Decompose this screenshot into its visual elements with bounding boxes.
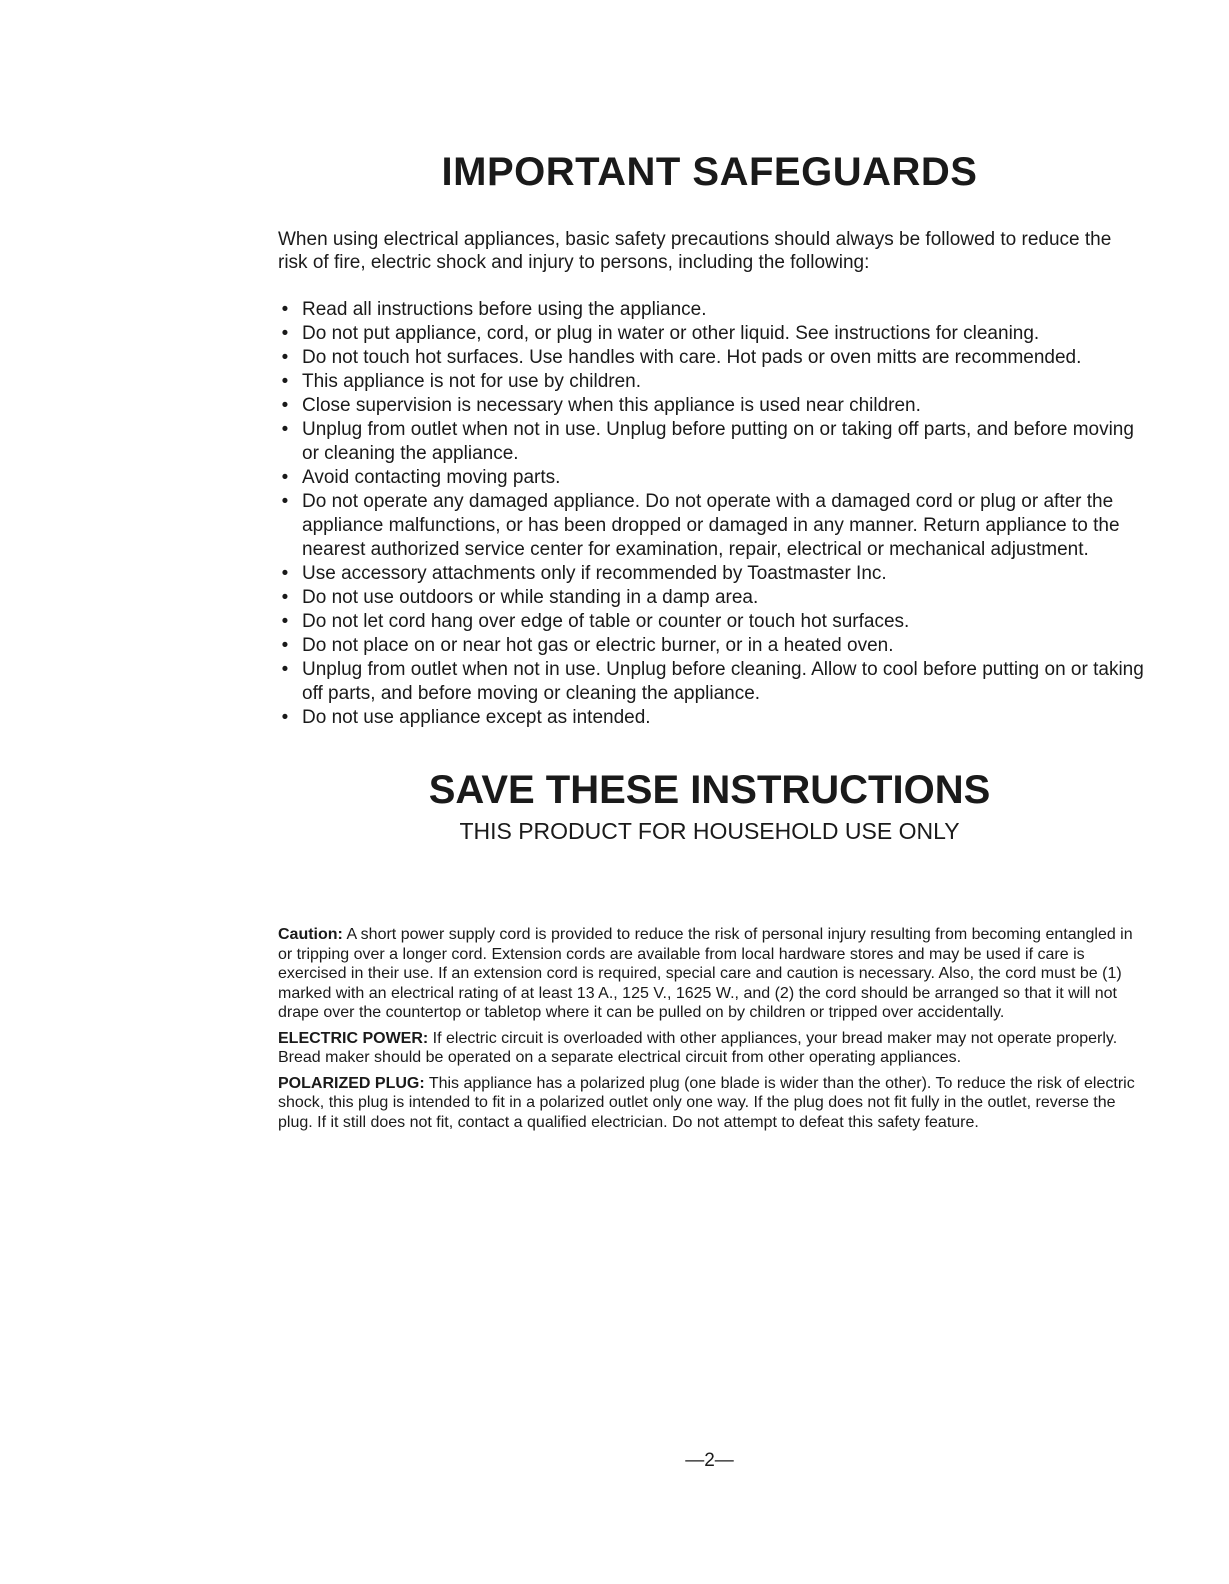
note-text: This appliance has a polarized plug (one blade is wider than the other). To reduce the risk of electric shock, this plug is intended to fit in a polarized outlet only one way. If the plug does not fit fully in the outlet, reverse the plug. If it still does not fit, contact a qualified electrician. Do not attempt to defeat this safety feature. (278, 1074, 1135, 1131)
list-item-text: Use accessory attachments only if recommended by Toastmaster Inc. (302, 563, 887, 584)
bullet-icon: • (281, 635, 289, 656)
list-item (278, 658, 1144, 706)
household-use-subheading: THIS PRODUCT FOR HOUSEHOLD USE ONLY (459, 818, 960, 844)
list-item-text: Do not use outdoors or while standing in a damp area. (302, 587, 759, 608)
list-item (278, 706, 1144, 730)
bullet-icon: • (281, 659, 289, 680)
list-item-text: Unplug from outlet when not in use. Unplug before putting on or taking off parts, and before moving or cleaning the appliance. (302, 419, 1134, 464)
bullet-icon: • (281, 323, 289, 344)
note-lead: Caution: (278, 926, 343, 943)
list-item (278, 466, 1144, 490)
list-item (278, 346, 1144, 370)
intro-paragraph: When using electrical appliances, basic safety precautions should always be followed to reduce the risk of fire, electric shock and injury to persons, including the following: (278, 229, 1112, 273)
bullet-icon: • (281, 563, 289, 584)
list-item (278, 394, 1144, 418)
notes-section (278, 925, 1144, 1138)
bullet-icon: • (281, 347, 289, 368)
list-item-text: Close supervision is necessary when this appliance is used near children. (302, 395, 921, 416)
list-item (278, 634, 1144, 658)
polarized-plug-note (278, 1074, 1144, 1133)
list-item-text: Do not let cord hang over edge of table or counter or touch hot surfaces. (302, 611, 910, 632)
page-number: —2— (685, 1450, 734, 1471)
list-item (278, 490, 1144, 562)
bullet-icon: • (281, 707, 289, 728)
list-item-text: Avoid contacting moving parts. (302, 467, 561, 488)
note-lead: POLARIZED PLUG: (278, 1074, 425, 1092)
list-item-text: Do not operate any damaged appliance. Do not operate with a damaged cord or plug or after the appliance malfunctions, or has been dropped or damaged in any manner. Return appliance to the nearest authorized service center for examination, repair, electrical or mechanical adjustment. (302, 491, 1120, 560)
list-item (278, 418, 1144, 466)
list-item (278, 610, 1144, 634)
electric-power-note (278, 1029, 1144, 1068)
caution-note (278, 925, 1144, 1023)
list-item (278, 298, 1144, 322)
list-item-text: Do not put appliance, cord, or plug in water or other liquid. See instructions for cleaning. (302, 323, 1040, 344)
bullet-icon: • (281, 299, 289, 320)
list-item-text: Do not use appliance except as intended. (302, 707, 651, 728)
list-item (278, 370, 1144, 394)
list-item-text: Read all instructions before using the appliance. (302, 299, 707, 320)
note-text: A short power supply cord is provided to reduce the risk of personal injury resulting from becoming entangled in or tripping over a longer cord. Extension cords are available from local hardware stores and may be used if care is exercised in their use. If an extension cord is required, special care and caution is necessary. Also, the cord must be (1) marked with an electrical rating of at least 13 A., 125 V., 1625 W., and (2) the cord should be arranged so that it will not drape over the countertop or tabletop where it can be pulled on by children or tripped over accidentally. (278, 926, 1133, 1021)
save-instructions-heading: SAVE THESE INSTRUCTIONS (428, 768, 991, 812)
note-text: If electric circuit is overloaded with other appliances, your bread maker may not operate properly. Bread maker should be operated on a separate electrical circuit from other operating appliances. (278, 1029, 1118, 1066)
list-item (278, 322, 1144, 346)
bullet-icon: • (281, 611, 289, 632)
bullet-icon: • (281, 467, 289, 488)
bullet-icon: • (281, 419, 289, 440)
list-item-text: This appliance is not for use by children. (302, 371, 642, 392)
bullet-icon: • (281, 395, 289, 416)
bullet-icon: • (281, 587, 289, 608)
list-item-text: Unplug from outlet when not in use. Unplug before cleaning. Allow to cool before putting on or taking off parts, and before moving or cleaning the appliance. (302, 659, 1144, 704)
list-item (278, 586, 1144, 610)
note-lead: ELECTRIC POWER: (278, 1029, 429, 1047)
list-item-text: Do not touch hot surfaces. Use handles with care. Hot pads or oven mitts are recommended. (302, 347, 1082, 368)
bullet-icon: • (281, 491, 289, 512)
bullet-icon: • (281, 371, 289, 392)
list-item (278, 562, 1144, 586)
page-title: IMPORTANT SAFEGUARDS (441, 150, 978, 194)
list-item-text: Do not place on or near hot gas or electric burner, or in a heated oven. (302, 635, 894, 656)
safeguards-list (278, 298, 1144, 730)
